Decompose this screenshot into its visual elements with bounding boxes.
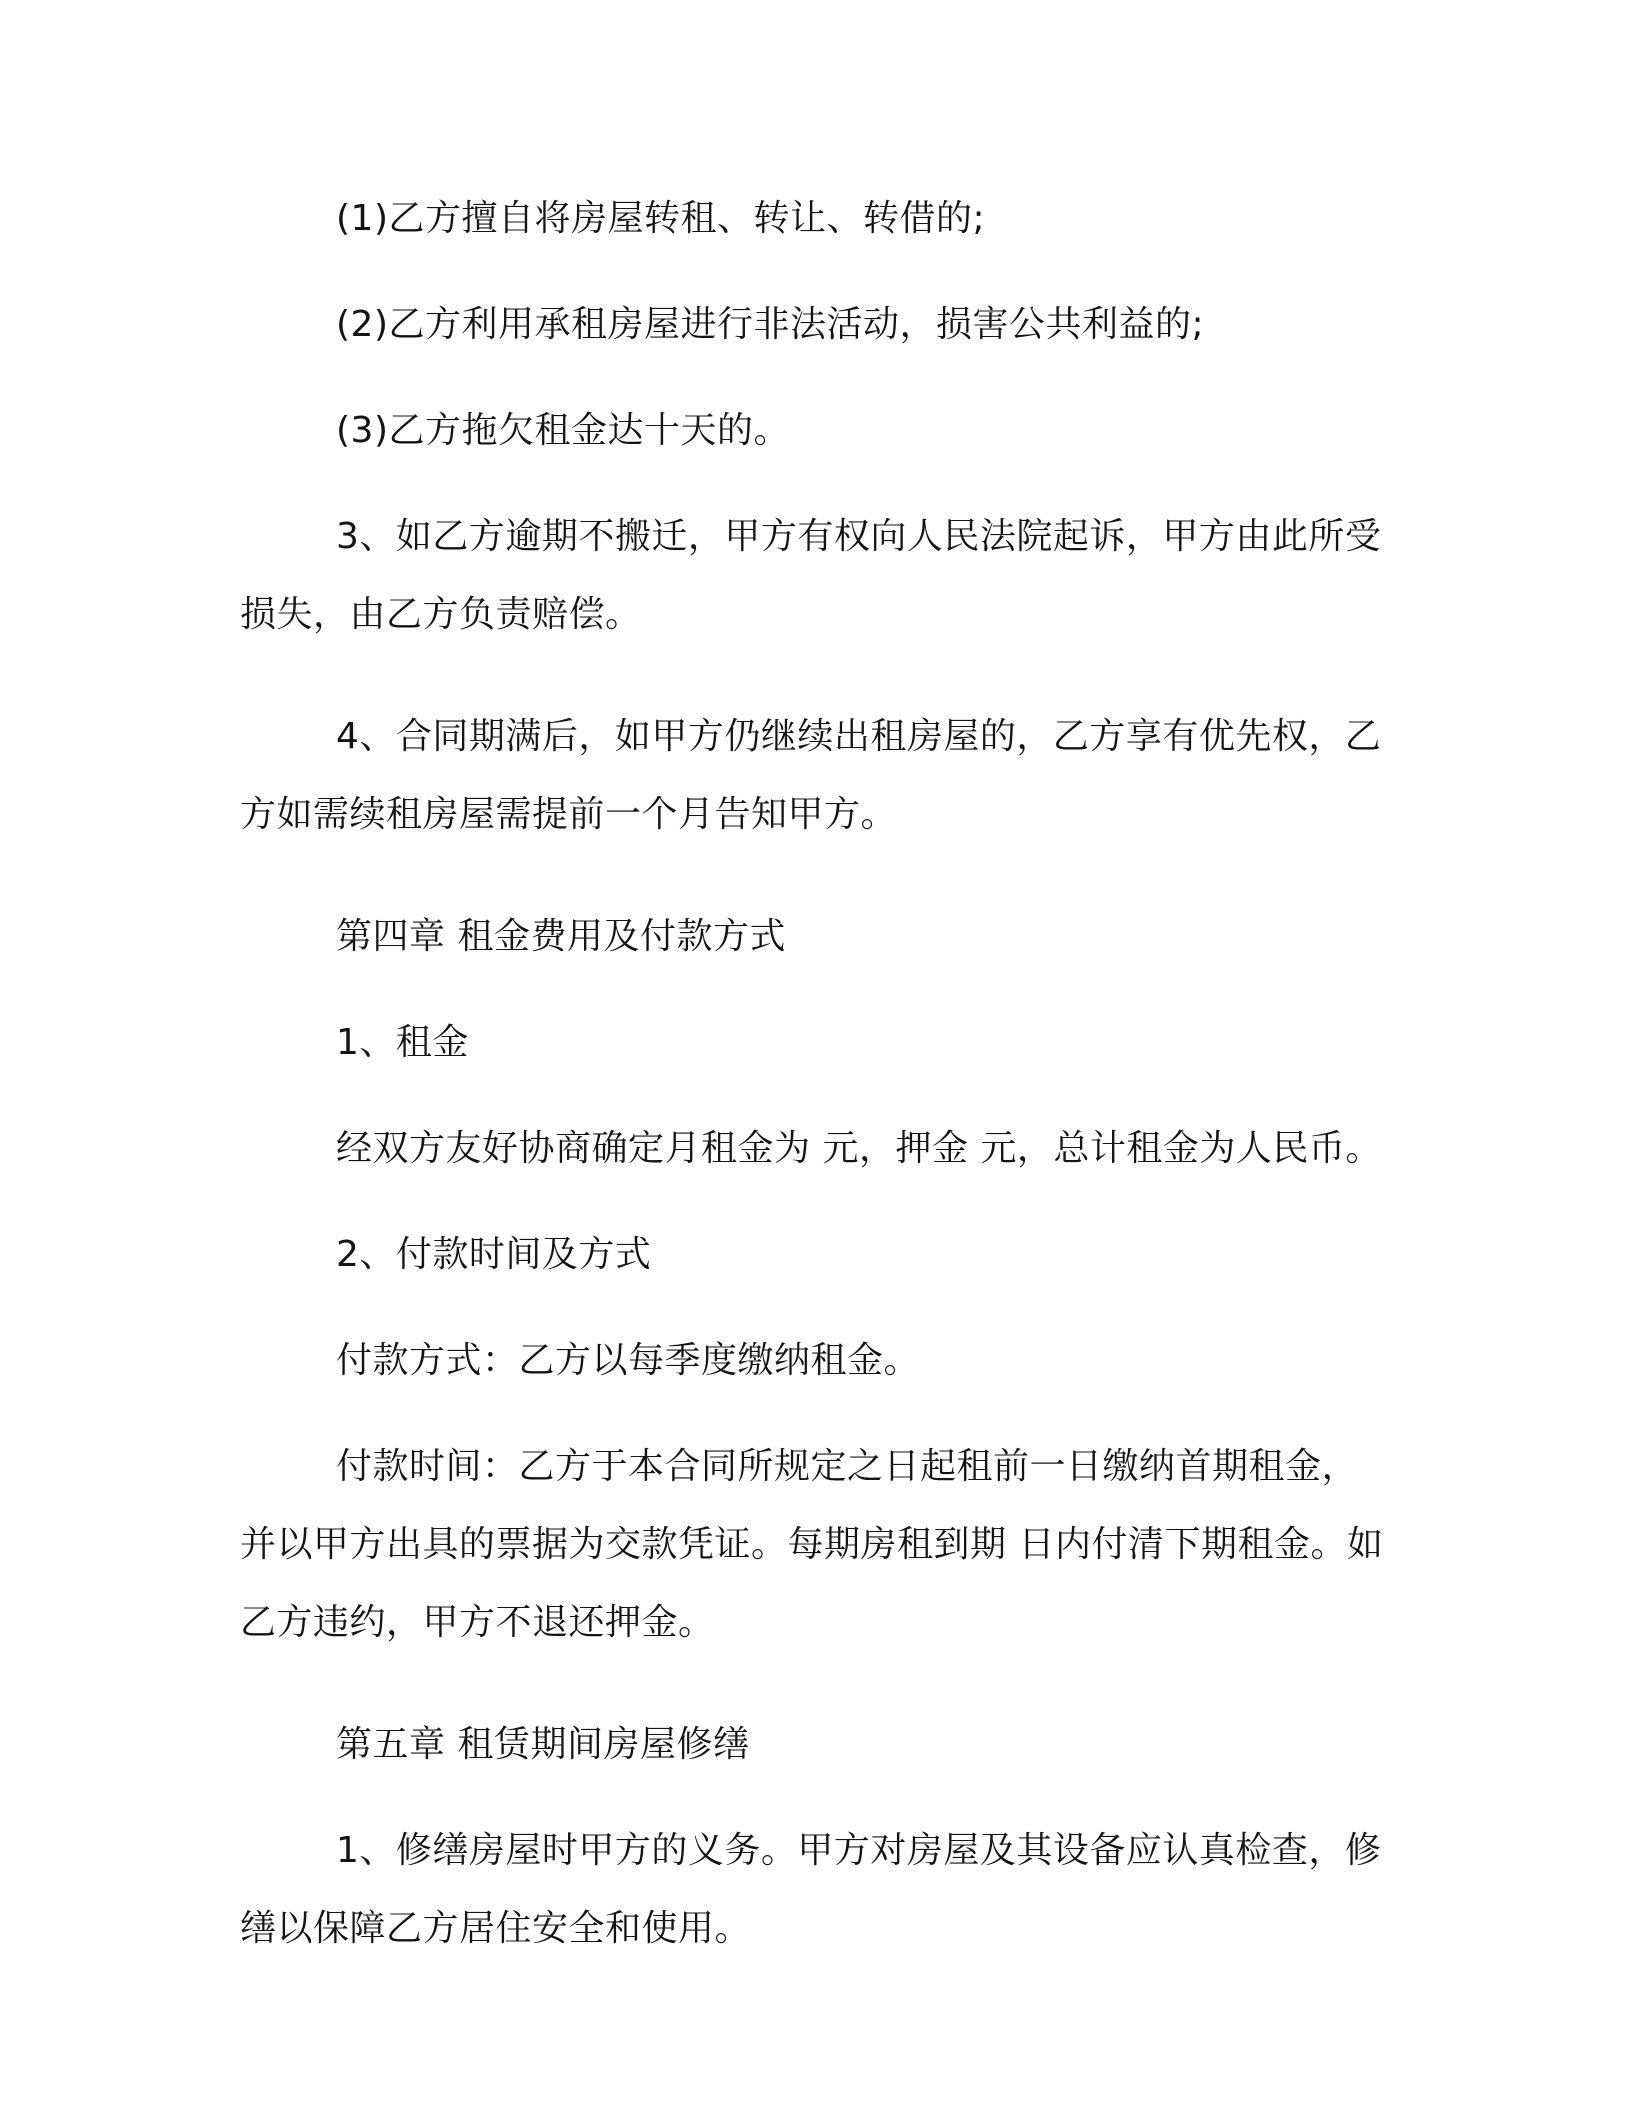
clause-3-paragraph: 3、如乙方逾期不搬迁，甲方有权向人民法院起诉，甲方由此所受损失，由乙方负责赔偿。 (240, 516, 1382, 635)
payment-heading: 2、付款时间及方式 (336, 1234, 652, 1275)
rent-paragraph: 经双方友好协商确定月租金为 元，押金 元，总计租金为人民币。 (336, 1128, 1382, 1169)
payment-time-paragraph: 付款时间：乙方于本合同所规定之日起租前一日缴纳首期租金，并以甲方出具的票据为交款凭证。每期房租到期 日内付清下期租金。如乙方违约，甲方不退还押金。 (240, 1446, 1384, 1643)
repair-duty-paragraph: 1、修缮房屋时甲方的义务。甲方对房屋及其设备应认真检查，修缮以保障乙方居住安全和使用。 (240, 1830, 1382, 1949)
payment-method-paragraph: 付款方式：乙方以每季度缴纳租金。 (336, 1340, 921, 1381)
clause-item-2: (2)乙方利用承租房屋进行非法活动，损害公共利益的; (336, 304, 1205, 345)
document-body (240, 180, 1390, 2012)
chapter-4-heading: 第四章 租金费用及付款方式 (336, 916, 786, 957)
clause-item-3: (3)乙方拖欠租金达十天的。 (336, 410, 790, 451)
rent-heading: 1、租金 (336, 1022, 469, 1063)
clause-item-1: (1)乙方擅自将房屋转租、转让、转借的; (336, 198, 986, 239)
clause-4-paragraph: 4、合同期满后，如甲方仍继续出租房屋的，乙方享有优先权，乙方如需续租房屋需提前一个月告知甲方。 (240, 716, 1382, 835)
chapter-5-heading: 第五章 租赁期间房屋修缮 (336, 1724, 750, 1765)
